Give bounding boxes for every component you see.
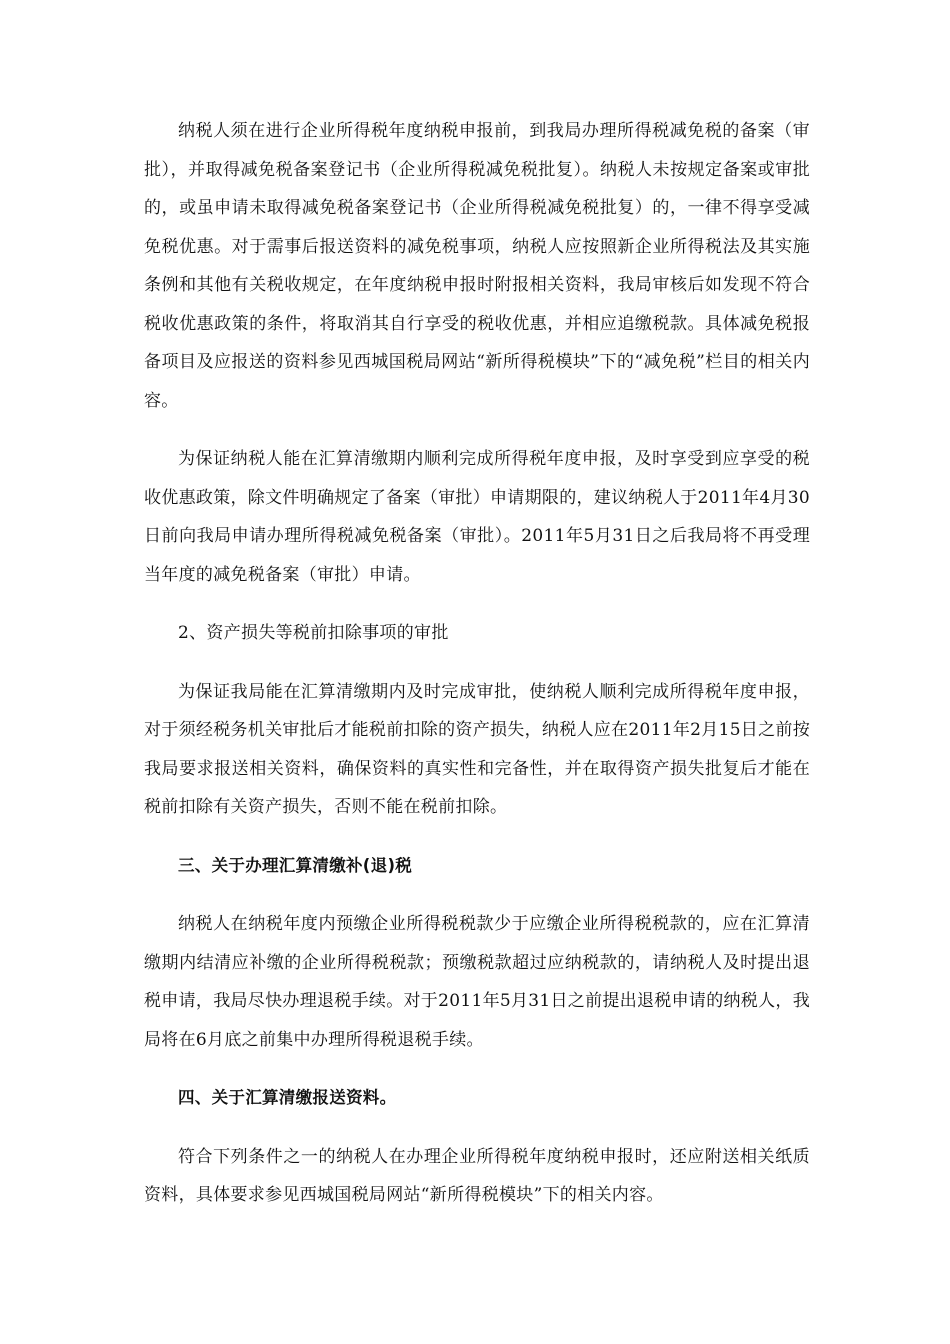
paragraph-tax-refund: 纳税人在纳税年度内预缴企业所得税税款少于应缴企业所得税税款的，应在汇算清缴期内结清应补缴的企业所得税税款；预缴税款超过应纳税款的，请纳税人及时提出退税申请，我局尽快办理退税手续。对于2011年5月31日之前提出退税申请的纳税人，我局将在6月底之前集中办理所得税退税手续。 [144, 914, 811, 1050]
subheading-asset-loss: 2、资产损失等税前扣除事项的审批 [178, 623, 449, 643]
document-page [144, 112, 810, 1215]
paragraph-asset-loss-approval: 为保证我局能在汇算清缴期内及时完成审批，使纳税人顺利完成所得税年度申报，对于须经税务机关审批后才能税前扣除的资产损失，纳税人应在2011年2月15日之前按我局要求报送相关资料，确保资料的真实性和完备性，并在取得资产损失批复后才能在税前扣除有关资产损失，否则不能在税前扣除。 [144, 681, 811, 817]
heading-section-three: 三、关于办理汇算清缴补(退)税 [178, 855, 413, 875]
paragraph-submission-materials: 符合下列条件之一的纳税人在办理企业所得税年度纳税申报时，还应附送相关纸质资料，具体要求参见西城国税局网站“新所得税模块”下的相关内容。 [144, 1146, 810, 1205]
paragraph-tax-relief-filing: 纳税人须在进行企业所得税年度纳税申报前，到我局办理所得税减免税的备案（审批），并取得减免税备案登记书（企业所得税减免税批复）。纳税人未按规定备案或审批的，或虽申请未取得减免税备案登记书（企业所得税减免税批复）的，一律不得享受减免税优惠。对于需事后报送资料的减免税事项，纳税人应按照新企业所得税法及其实施条例和其他有关税收规定，在年度纳税申报时附报相关资料，我局审核后如发现不符合税收优惠政策的条件，将取消其自行享受的税收优惠，并相应追缴税款。具体减免税报备项目及应报送的资料参见西城国税局网站“新所得税模块”下的“减免税”栏目的相关内容。 [144, 121, 810, 411]
heading-section-four: 四、关于汇算清缴报送资料。 [178, 1088, 397, 1107]
paragraph-filing-deadline: 为保证纳税人能在汇算清缴期内顺利完成所得税年度申报，及时享受到应享受的税收优惠政策，除文件明确规定了备案（审批）申请期限的，建议纳税人于2011年4月30日前向我局申请办理所得税减免税备案（审批）。2011年5月31日之后我局将不再受理当年度的减免税备案（审批）申请。 [144, 449, 811, 585]
